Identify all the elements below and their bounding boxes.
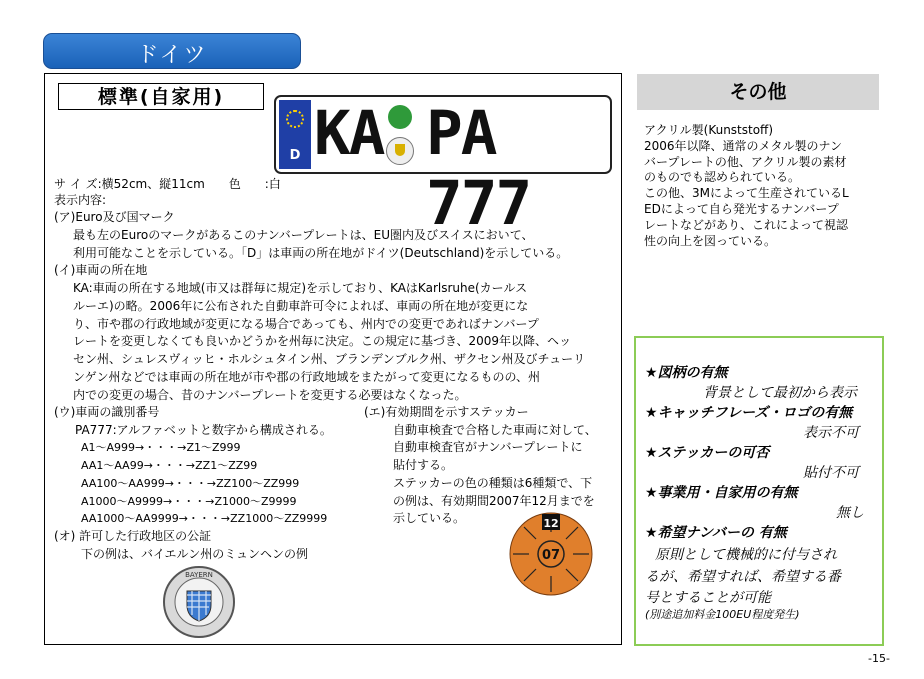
feature-request-line: 号とすることが可能 <box>645 590 771 606</box>
section-i-line: レートを変更しなくても良いかどうかを州毎に決定。この規定に基づき、2009年以降、ヘッ <box>73 334 572 348</box>
page-number: -15- <box>868 652 890 665</box>
plate-district: KA <box>314 98 384 169</box>
license-plate-image <box>274 95 612 239</box>
section-u-body: PA777:アルファベットと数字から構成される。 <box>75 423 332 437</box>
section-i-line: り、市や郡の行政地域が変更になる場合であっても、州内での変更であればナンバープ <box>73 317 539 331</box>
inspection-sticker-icon <box>509 512 593 596</box>
section-a-line: 利用可能なことを示している。「D」は車両の所在地がドイツ(Deutschland)を示している。 <box>73 246 569 260</box>
id-range: A1～A999→・・・→Z1～Z999 <box>81 441 241 454</box>
inspection-seal-icon <box>388 105 412 129</box>
eu-flag-band <box>279 100 311 169</box>
section-o-heading: (オ) 許可した行政地区の公証 <box>54 529 212 543</box>
state-seal-icon <box>386 137 414 165</box>
feature-design-heading: ★図柄の有無 <box>645 365 728 381</box>
feature-sticker-value: 貼付不可 <box>803 465 859 481</box>
section-e-line: 貼付する。 <box>393 458 454 472</box>
section-i-line: ンゲン州などでは車両の所在地が市や郡の行政地域をまたがって変更になるものの、州 <box>73 370 541 384</box>
feature-business-value: 無し <box>836 505 864 521</box>
section-e-heading: (エ)有効期間を示すステッカー <box>364 405 529 419</box>
other-line: アクリル製(Kunststoff) <box>644 123 774 137</box>
section-i-line: ルーエ)の略。2006年に公布された自動車許可令によれば、車両の所在地が変更にな <box>73 299 529 313</box>
plate-number: PA 777 <box>426 98 531 239</box>
feature-request-line: 原則として機械的に付与され <box>655 547 837 563</box>
section-i-line: セン州、シュレスヴィッヒ・ホルシュタイン州、ブランデンブルク州、ザクセン州及びチューリ <box>73 352 586 366</box>
id-range: AA1～AA99→・・・→ZZ1～ZZ99 <box>81 459 258 472</box>
other-heading: その他 <box>637 74 879 110</box>
section-i-line: KA:車両の所在する地域(市又は群毎に規定)を示しており、KAはKarlsruhe(カールス <box>73 281 528 295</box>
other-line: バープレートの他、アクリル製の素材 <box>644 154 847 169</box>
sticker-month: 12 <box>543 517 559 530</box>
section-e-line: の例は、有効期間2007年12月までを <box>393 494 595 508</box>
section-a-line: 最も左のEuroのマークがあるこのナンバープレートは、EU圏内及びスイスにおいて、 <box>73 228 534 242</box>
other-line: この他、3Mによって生産されているL <box>644 186 849 201</box>
section-u-heading: (ウ)車両の識別番号 <box>54 405 160 419</box>
other-line: レートなどがあり、これによって視認 <box>644 217 849 232</box>
section-o-body: 下の例は、バイエルン州のミュンヘンの例 <box>81 547 308 561</box>
feature-slogan-heading: ★キャッチフレーズ・ロゴの有無 <box>645 405 853 421</box>
bavaria-seal-icon <box>162 565 236 639</box>
feature-business-heading: ★事業用・自家用の有無 <box>645 485 798 501</box>
other-line: のものでも認められている。 <box>644 170 801 185</box>
section-e-line: 示している。 <box>393 511 466 525</box>
eu-stars-icon <box>286 110 304 128</box>
feature-design-value: 背景として最初から表示 <box>703 385 857 401</box>
seal-caption: BAYERN <box>185 571 213 579</box>
section-a-heading: (ア)Euro及び国マーク <box>54 210 175 224</box>
feature-slogan-value: 表示不可 <box>803 425 859 441</box>
feature-request-note: (別途追加料金100EU程度発生) <box>645 608 800 621</box>
feature-sticker-heading: ★ステッカーの可否 <box>645 445 770 461</box>
section-e-line: ステッカーの色の種類は6種類で、下 <box>393 476 593 490</box>
section-i-line: 内での変更の場合、昔のナンバープレートを変更する必要はなくなった。 <box>73 388 467 402</box>
country-code: D <box>289 148 301 163</box>
id-range: A1000～A9999→・・・→Z1000～Z9999 <box>81 495 297 508</box>
standard-label: 標準(自家用) <box>58 83 264 110</box>
section-e-line: 自動車検査官がナンバープレートに <box>393 440 583 454</box>
id-range: AA1000～AA9999→・・・→ZZ1000～ZZ9999 <box>81 512 328 525</box>
size-line: サ イ ズ:横52cm、縦11cm 色 :白 <box>54 177 281 191</box>
feature-request-line: るが、希望すれば、希望する番 <box>645 569 841 585</box>
contents-label: 表示内容: <box>54 193 107 207</box>
other-line: EDによって自ら発光するナンバープ <box>644 201 839 216</box>
section-i-heading: (イ)車両の所在地 <box>54 263 148 277</box>
id-range: AA100～AA999→・・・→ZZ100～ZZ999 <box>81 477 300 490</box>
other-description <box>644 123 874 249</box>
other-line: 性の向上を図っている。 <box>644 233 777 248</box>
other-line: 2006年以降、通常のメタル製のナン <box>644 138 842 153</box>
feature-request-heading: ★希望ナンバーの 有無 <box>645 525 787 541</box>
section-e-line: 自動車検査で合格した車両に対して、 <box>393 423 597 437</box>
sticker-year: 07 <box>541 548 561 563</box>
section-title-pill <box>43 33 301 69</box>
section-title: ドイツ <box>136 43 208 68</box>
